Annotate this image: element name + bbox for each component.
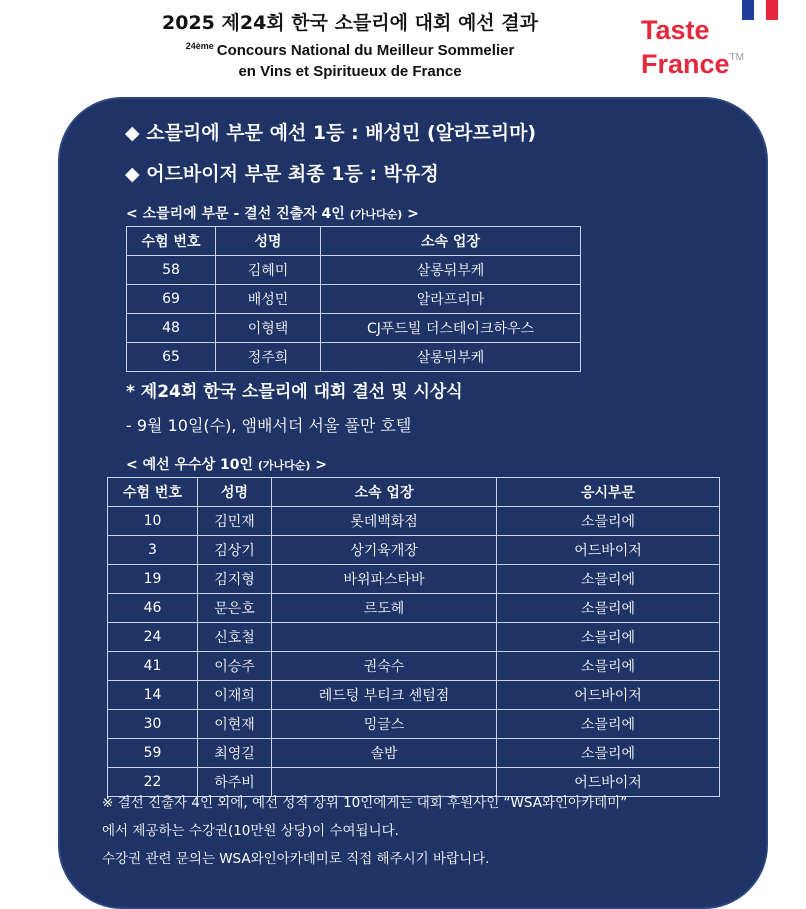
table-cell: 69 — [127, 285, 216, 314]
table-cell: 살롱뒤부케 — [321, 343, 581, 372]
table-cell: 알라프리마 — [321, 285, 581, 314]
column-header: 수험 번호 — [108, 478, 198, 507]
table-cell: 바위파스타바 — [272, 565, 497, 594]
table-cell: 58 — [127, 256, 216, 285]
table-row — [108, 594, 720, 623]
table-cell: 48 — [127, 314, 216, 343]
table-cell: 소믈리에 — [497, 652, 720, 681]
france-flag-icon — [742, 0, 778, 20]
table-cell: 어드바이저 — [497, 536, 720, 565]
table-cell: 최영길 — [198, 739, 272, 768]
awards-heading: < 예선 우수상 10인 (가나다순) > — [126, 457, 328, 473]
table-cell: 문은호 — [198, 594, 272, 623]
table-cell: 24 — [108, 623, 198, 652]
table-cell: 롯데백화점 — [272, 507, 497, 536]
table-cell: 이현재 — [198, 710, 272, 739]
table-cell: 솔밤 — [272, 739, 497, 768]
table-cell: 어드바이저 — [497, 681, 720, 710]
table-cell: 배성민 — [216, 285, 321, 314]
table-cell: 신호철 — [198, 623, 272, 652]
taste-france-logo — [641, 17, 744, 78]
ceremony-title: * 제24회 한국 소믈리에 대회 결선 및 시상식 — [126, 382, 463, 402]
logo-line2: France™ — [641, 49, 744, 79]
table-row — [108, 565, 720, 594]
table-row — [127, 256, 581, 285]
column-header: 응시부문 — [497, 478, 720, 507]
trademark-mark: TM — [729, 52, 744, 63]
column-header: 소속 업장 — [272, 478, 497, 507]
table-cell: 46 — [108, 594, 198, 623]
awards-table — [107, 477, 720, 797]
table-row — [108, 623, 720, 652]
note-line: 수강권 관련 문의는 WSA와인아카데미로 직접 해주시기 바랍니다. — [102, 851, 490, 867]
table-cell: 59 — [108, 739, 198, 768]
table-cell: 어드바이저 — [497, 768, 720, 797]
table-cell: 이형택 — [216, 314, 321, 343]
finalists-heading: < 소믈리에 부문 - 결선 진출자 4인 (가나다순) > — [126, 206, 419, 222]
table-cell: CJ푸드빌 더스테이크하우스 — [321, 314, 581, 343]
table-cell: 3 — [108, 536, 198, 565]
edition-superscript: 24ème — [185, 41, 214, 51]
table-row — [108, 507, 720, 536]
logo-line1: Taste — [641, 15, 710, 45]
column-header: 수험 번호 — [127, 227, 216, 256]
table-cell: 14 — [108, 681, 198, 710]
awards-heading-order: (가나다순) — [257, 459, 311, 472]
competition-name-line2: en Vins et Spiritueux de France — [238, 63, 462, 80]
table-cell: 김혜미 — [216, 256, 321, 285]
column-header: 성명 — [198, 478, 272, 507]
table-cell: 소믈리에 — [497, 710, 720, 739]
table-row — [108, 536, 720, 565]
note-line: ※ 결선 진출자 4인 외에, 예선 성적 상위 10인에게는 대회 후원사인 “WSA와인아카데미” — [102, 795, 628, 811]
header — [100, 10, 600, 82]
table-cell: 소믈리에 — [497, 507, 720, 536]
column-header: 소속 업장 — [321, 227, 581, 256]
table-cell: 30 — [108, 710, 198, 739]
table-cell: 상기육개장 — [272, 536, 497, 565]
table-cell: 밍글스 — [272, 710, 497, 739]
finalists-table — [126, 226, 581, 372]
table-header-row — [127, 227, 581, 256]
table-row — [108, 739, 720, 768]
page-title: 2025 제24회 한국 소믈리에 대회 예선 결과 — [162, 12, 538, 34]
table-cell: 이재희 — [198, 681, 272, 710]
table-cell: 하주비 — [198, 768, 272, 797]
table-cell: 김민재 — [198, 507, 272, 536]
table-header-row — [108, 478, 720, 507]
table-cell: 65 — [127, 343, 216, 372]
table-cell: 정주희 — [216, 343, 321, 372]
finalists-heading-order: (가나다순) — [349, 208, 403, 221]
table-cell: 이승주 — [198, 652, 272, 681]
table-cell: 르도헤 — [272, 594, 497, 623]
ceremony-detail: - 9월 10일(수), 앰배서더 서울 풀만 호텔 — [126, 416, 412, 435]
table-cell: 권숙수 — [272, 652, 497, 681]
note-line: 에서 제공하는 수강권(10만원 상당)이 수여됩니다. — [102, 823, 399, 839]
advisor-winner: ◆ 어드바이저 부문 최종 1등 : 박유정 — [125, 163, 439, 185]
table-row — [127, 314, 581, 343]
table-cell: 22 — [108, 768, 198, 797]
table-cell: 김지형 — [198, 565, 272, 594]
table-row — [127, 343, 581, 372]
sommelier-winner: ◆ 소믈리에 부문 예선 1등 : 배성민 (알라프리마) — [125, 122, 537, 144]
table-cell: 소믈리에 — [497, 594, 720, 623]
competition-name — [100, 36, 600, 61]
competition-name-line1: Concours National du Meilleur Sommelier — [216, 42, 515, 59]
table-row — [108, 681, 720, 710]
table-cell: 10 — [108, 507, 198, 536]
table-cell: 살롱뒤부케 — [321, 256, 581, 285]
table-cell — [272, 623, 497, 652]
table-row — [127, 285, 581, 314]
table-cell: 19 — [108, 565, 198, 594]
table-cell: 소믈리에 — [497, 565, 720, 594]
table-cell: 레드텅 부티크 센텀점 — [272, 681, 497, 710]
table-cell: 41 — [108, 652, 198, 681]
table-row — [108, 652, 720, 681]
column-header: 성명 — [216, 227, 321, 256]
sponsor-note — [102, 789, 627, 873]
table-cell: 소믈리에 — [497, 623, 720, 652]
table-row — [108, 710, 720, 739]
table-cell: 소믈리에 — [497, 739, 720, 768]
table-cell: 김상기 — [198, 536, 272, 565]
